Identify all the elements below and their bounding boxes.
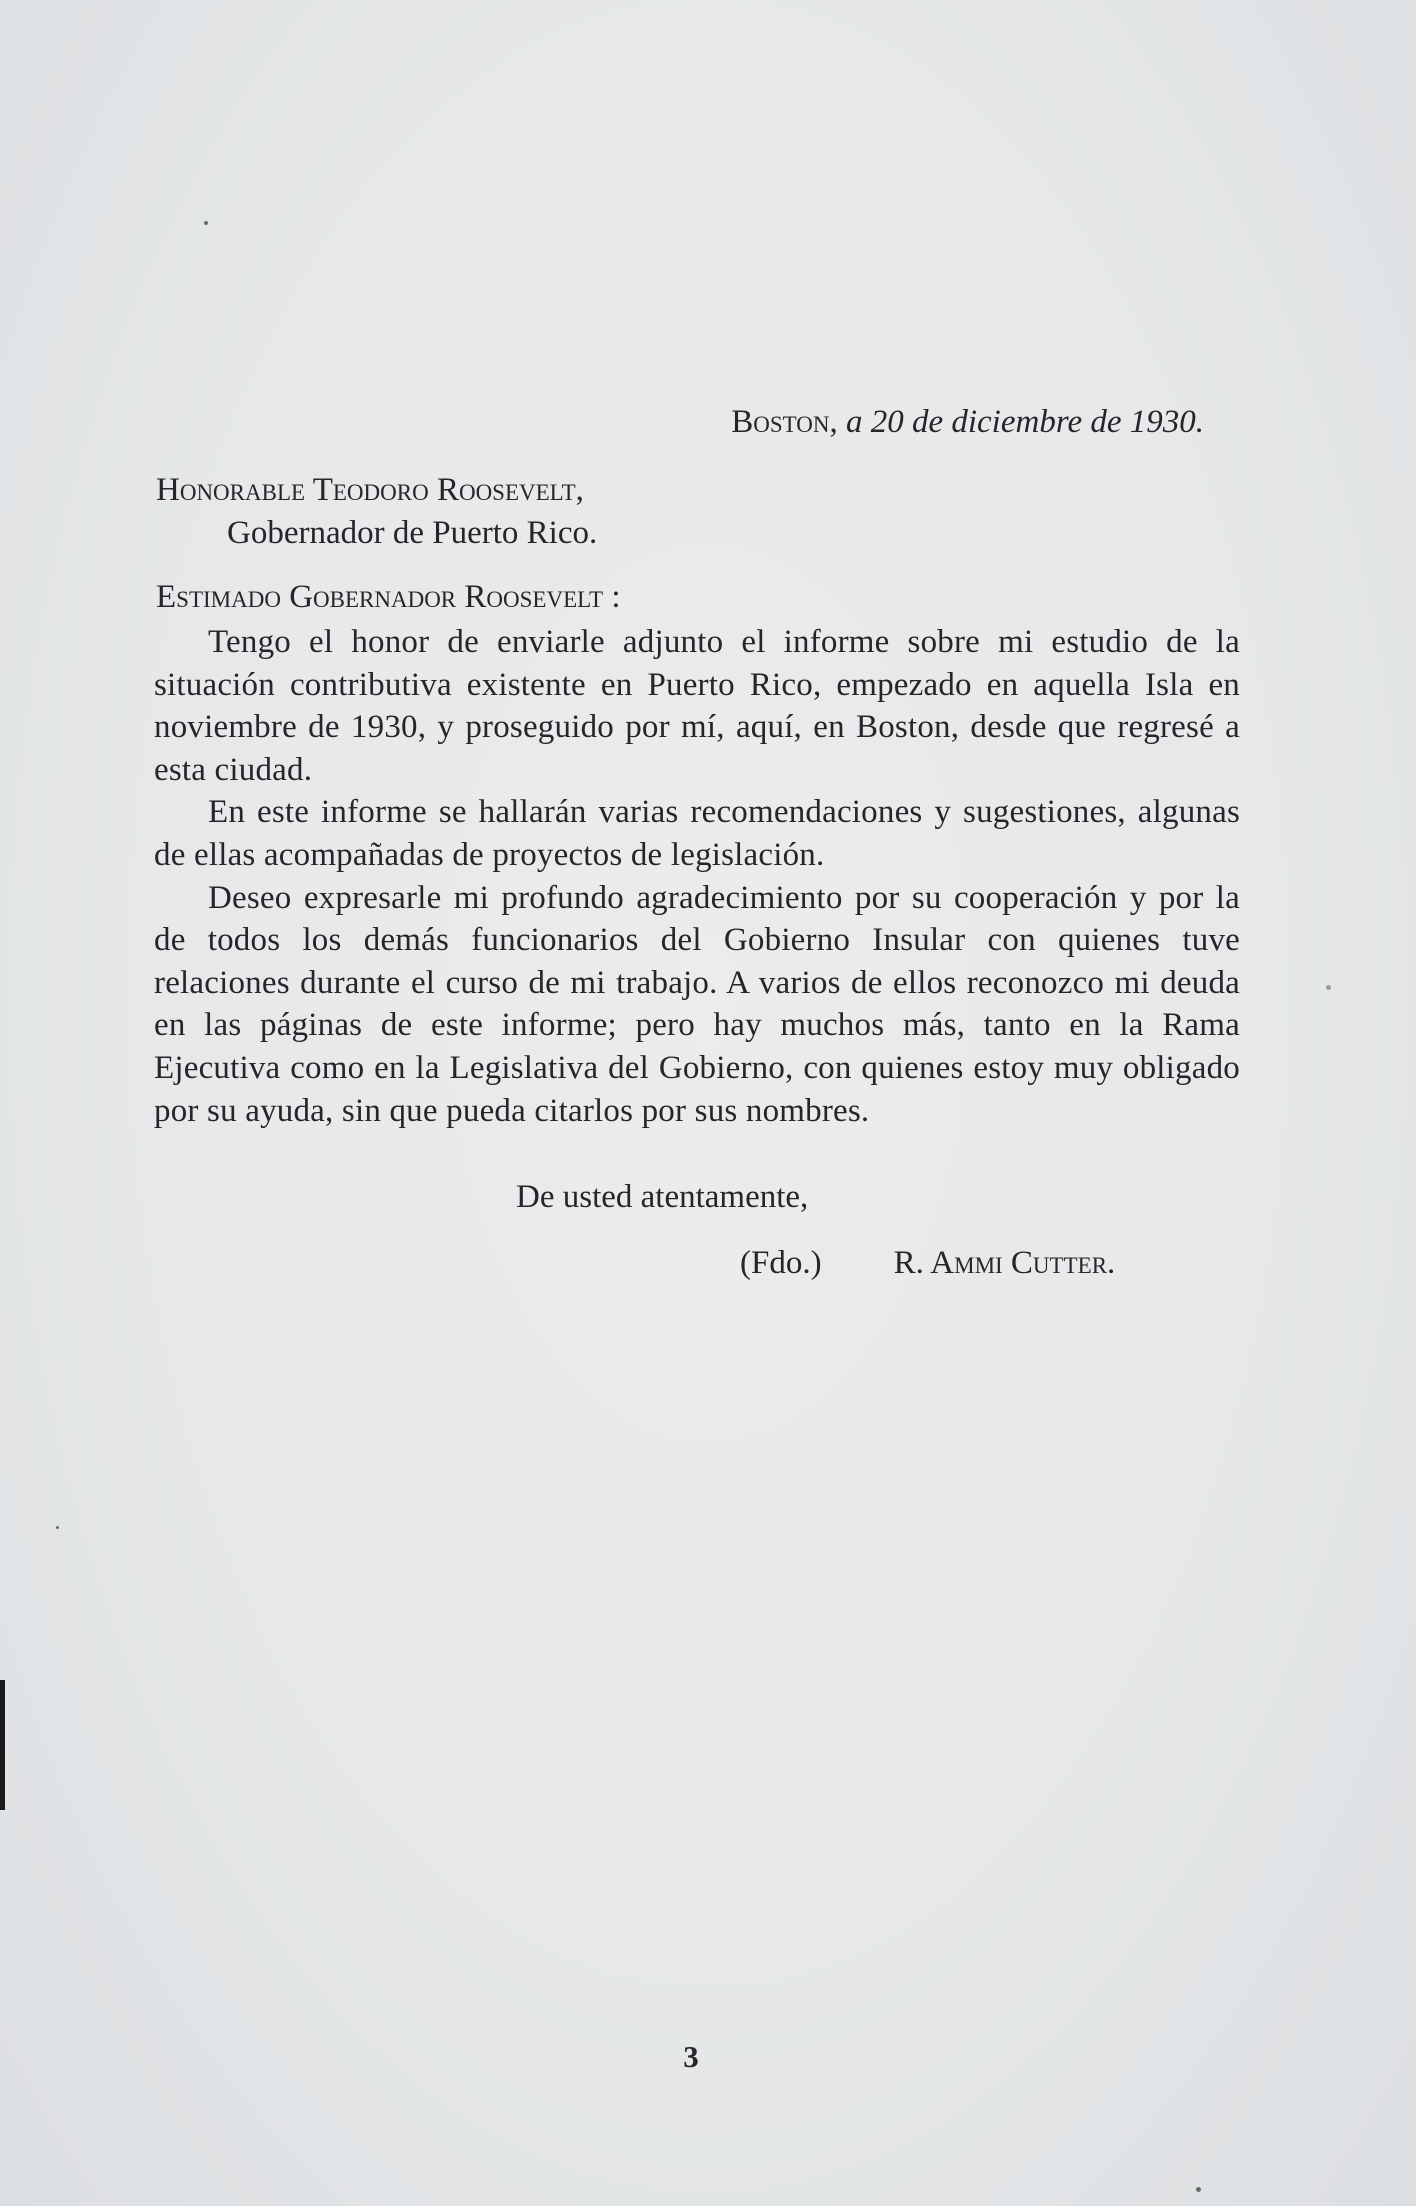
body-paragraph: Tengo el honor de enviarle adjunto el informe sobre mi estudio de la situación contributiva existente en Puerto Rico, empezado en aquella Isla en noviembre de 1930, y proseguido por mí, aquí, en Boston, desde que regresé a esta ciudad. (154, 624, 1240, 788)
signed-marker: (Fdo.) (740, 1245, 822, 1281)
paper-speck (56, 1526, 59, 1529)
letter-place: Boston (731, 404, 830, 440)
body-paragraph: Deseo expresarle mi profundo agradecimiento por su cooperación y por la de todos los demás funcionarios del Gobierno Insular con quienes tuve relaciones durante el curso de mi trabajo. A varios de ellos reconozco mi deuda en las páginas de este informe; pero hay muchos más, tanto en la Rama Ejecutiva como en la Legislativa del Gobierno, con quienes estoy muy obligado por su ayuda, sin que pueda citarlos por sus nombres. (154, 879, 1240, 1129)
paper-speck (1326, 985, 1331, 990)
recipient-title: Gobernador de Puerto Rico. (227, 515, 598, 551)
signer-name: R. Ammi Cutter. (893, 1245, 1116, 1281)
recipient-name: Honorable Teodoro Roosevelt, (156, 472, 584, 508)
page-number: 3 (683, 2039, 699, 2074)
body-paragraph: En este informe se hallarán varias recomendaciones y sugestiones, algunas de ellas acompañadas de proyectos de legislación. (154, 794, 1240, 873)
closing-line: De usted atentamente, (516, 1179, 809, 1215)
letter-body (154, 621, 1240, 1132)
salutation: Estimado Gobernador Roosevelt : (156, 579, 621, 615)
letter-place-date: Boston, a 20 de diciembre de 1930. (731, 404, 1204, 440)
letter-date: a 20 de diciembre de 1930. (845, 404, 1204, 440)
page-edge-mark (0, 1680, 5, 1810)
signature-block (740, 1245, 1115, 1282)
paper-speck (1196, 2187, 1201, 2192)
paper-speck (204, 221, 208, 225)
